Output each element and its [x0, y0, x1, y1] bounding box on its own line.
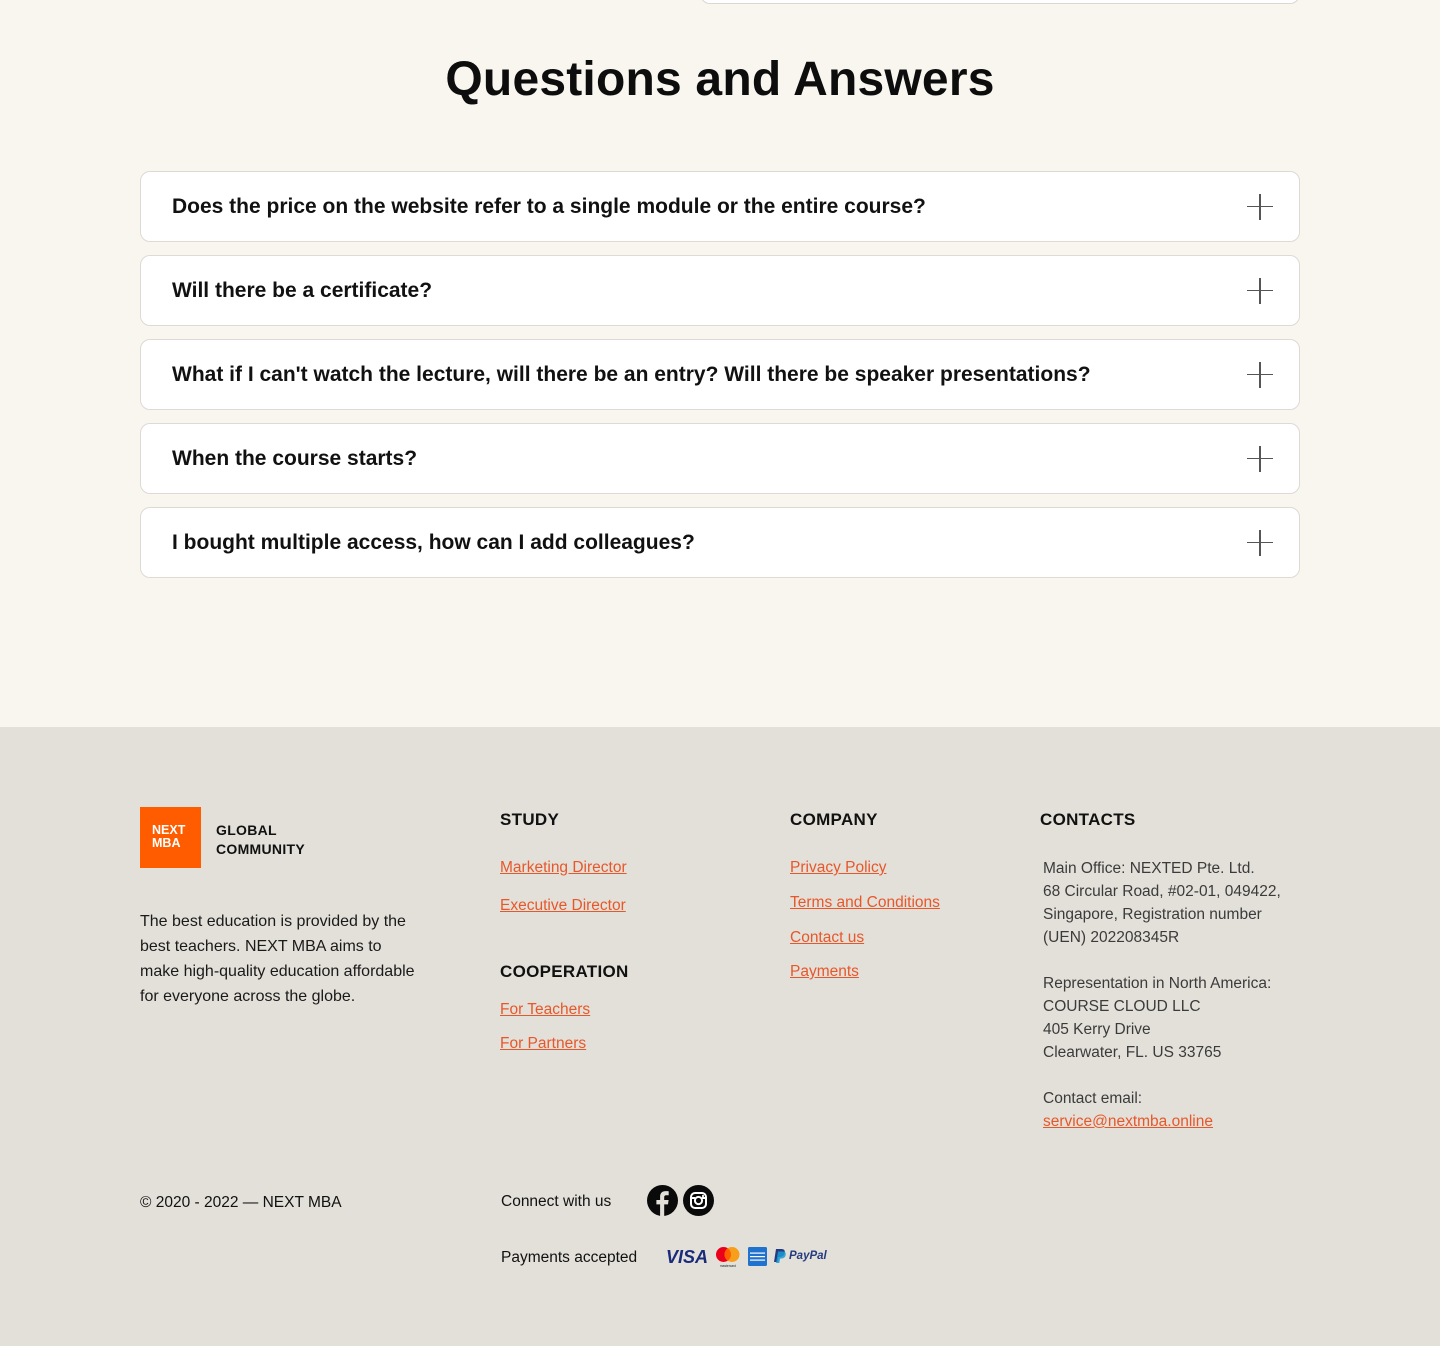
faq-question: What if I can't watch the lecture, will there be an entry? Will there be speaker presentations?	[172, 362, 1091, 386]
instagram-icon[interactable]	[683, 1185, 714, 1216]
contact-line: 405 Kerry Drive	[1043, 1021, 1151, 1038]
mastercard-text: mastercard	[720, 1264, 736, 1268]
faq-question: Will there be a certificate?	[172, 278, 433, 302]
faq-question: When the course starts?	[172, 446, 418, 470]
faq-list	[140, 171, 1300, 591]
contacts-heading: CONTACTS	[1040, 810, 1136, 829]
logo-text-line: COMMUNITY	[216, 841, 306, 857]
faq-question: Does the price on the website refer to a single module or the entire course?	[172, 194, 926, 218]
logo-text-line: GLOBAL	[216, 822, 277, 838]
link-executive-director[interactable]: Executive Director	[500, 897, 626, 914]
cooperation-heading: COOPERATION	[500, 962, 629, 981]
faq-item[interactable]	[140, 171, 1300, 242]
connect-label: Connect with us	[501, 1193, 612, 1210]
link-terms-and-conditions[interactable]: Terms and Conditions	[790, 894, 940, 911]
link-contact-us[interactable]: Contact us	[790, 929, 865, 946]
contact-line: Representation in North America:	[1043, 975, 1272, 992]
paypal-text: PayPal	[789, 1250, 827, 1262]
plus-icon[interactable]	[1247, 194, 1273, 220]
paypal-icon	[773, 1248, 833, 1271]
about-text: The best education is provided by the best teachers. NEXT MBA aims to make high-quality education affordable for everyone across the globe.	[140, 913, 415, 1005]
contact-line: COURSE CLOUD LLC	[1043, 998, 1201, 1015]
study-heading: STUDY	[500, 810, 560, 829]
logo[interactable]	[140, 807, 201, 868]
faq-item[interactable]	[140, 339, 1300, 410]
plus-icon[interactable]	[1247, 278, 1273, 304]
visa-text: VISA	[666, 1247, 709, 1267]
amex-icon	[748, 1247, 767, 1271]
logo-text	[216, 821, 305, 859]
contact-email-link[interactable]: service@nextmba.online	[1043, 1113, 1213, 1130]
link-for-partners[interactable]: For Partners	[500, 1035, 587, 1052]
faq-item[interactable]	[140, 507, 1300, 578]
logo-mark-line: NEXT	[152, 823, 186, 837]
footer	[0, 727, 1440, 1346]
payments-label: Payments accepted	[501, 1249, 638, 1266]
contact-line: Clearwater, FL. US 33765	[1043, 1044, 1222, 1061]
link-privacy-policy[interactable]: Privacy Policy	[790, 859, 887, 876]
contacts-block	[1043, 857, 1313, 1133]
faq-item[interactable]	[140, 255, 1300, 326]
link-marketing-director[interactable]: Marketing Director	[500, 859, 627, 876]
mastercard-icon	[715, 1246, 741, 1273]
contact-email-label: Contact email:	[1043, 1090, 1143, 1107]
faq-item[interactable]	[140, 423, 1300, 494]
company-heading: COMPANY	[790, 810, 878, 829]
contact-line: Main Office: NEXTED Pte. Ltd.	[1043, 860, 1255, 877]
plus-icon[interactable]	[1247, 530, 1273, 556]
copyright: © 2020 - 2022 — NEXT MBA	[140, 1194, 342, 1211]
faq-title: Questions and Answers	[445, 53, 995, 106]
logo-mark-line: MBA	[152, 836, 181, 850]
contact-line: (UEN) 202208345R	[1043, 929, 1180, 946]
plus-icon[interactable]	[1247, 446, 1273, 472]
contact-line: Singapore, Registration number	[1043, 906, 1262, 923]
plus-icon[interactable]	[1247, 362, 1273, 388]
facebook-icon[interactable]	[647, 1185, 678, 1216]
faq-question: I bought multiple access, how can I add colleagues?	[172, 530, 695, 554]
link-payments[interactable]: Payments	[790, 963, 859, 980]
visa-icon	[666, 1247, 710, 1272]
link-for-teachers[interactable]: For Teachers	[500, 1001, 591, 1018]
contact-line: 68 Circular Road, #02-01, 049422,	[1043, 883, 1281, 900]
